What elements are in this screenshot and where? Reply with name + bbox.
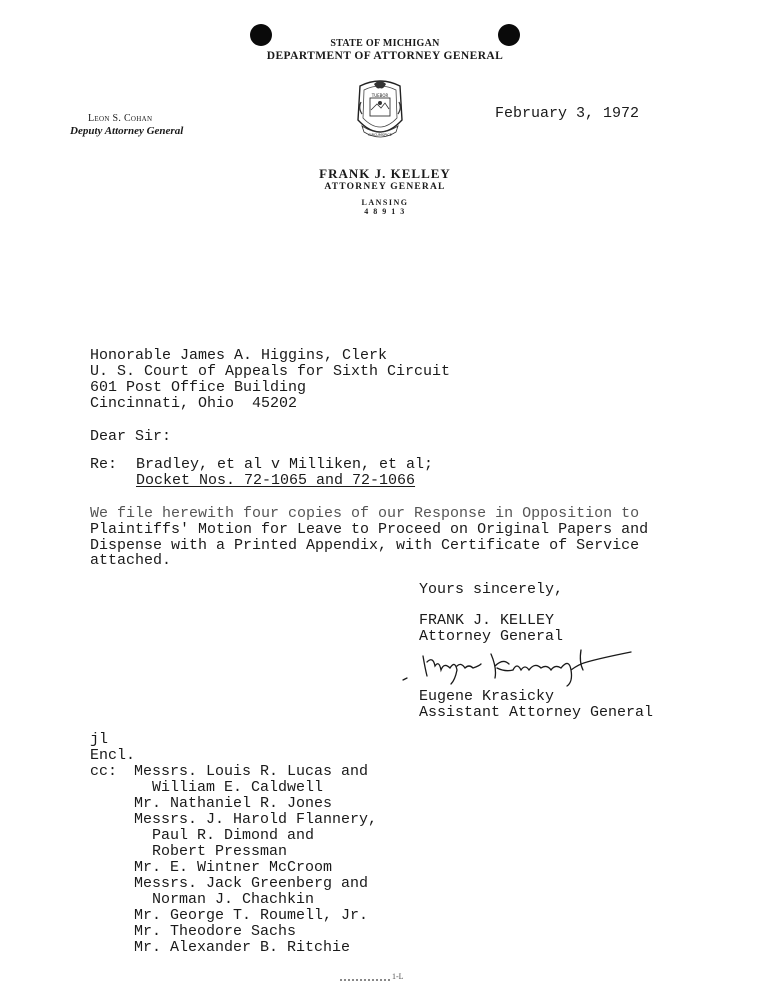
recipient-line-1: Honorable James A. Higgins, Clerk xyxy=(90,347,388,364)
typist-initials: jl xyxy=(90,731,109,748)
body-line-4: attached. xyxy=(90,552,172,569)
footer-mark-scribble xyxy=(340,974,390,981)
signer-name: Eugene Krasicky xyxy=(419,688,555,705)
footer-mark-text: 1-L xyxy=(392,972,404,981)
deputy-title: Deputy Attorney General xyxy=(70,125,184,137)
body-line-1: We file herewith four copies of our Response in Opposition to xyxy=(90,505,640,522)
signature-drawing xyxy=(395,640,645,690)
cc-line: William E. Caldwell xyxy=(134,779,324,796)
seal-banner: CIRCUMSPICE xyxy=(368,133,392,137)
attorney-general-name: FRANK J. KELLEY xyxy=(319,166,451,181)
body-line-3: Dispense with a Printed Appendix, with Certificate of Service xyxy=(90,537,640,554)
state-seal-icon xyxy=(350,76,410,148)
body-line-2: Plaintiffs' Motion for Leave to Proceed on Original Papers and xyxy=(90,521,649,538)
footer-mark xyxy=(340,972,404,981)
salutation: Dear Sir: xyxy=(90,428,172,445)
re-line-1: Bradley, et al v Milliken, et al; xyxy=(136,456,434,473)
recipient-line-2: U. S. Court of Appeals for Sixth Circuit xyxy=(90,363,451,380)
re-line-2: Docket Nos. 72-1065 and 72-1066 xyxy=(136,472,416,489)
closing-name: FRANK J. KELLEY xyxy=(419,612,555,629)
closing-title: Attorney General xyxy=(419,628,564,645)
attorney-general-title: ATTORNEY GENERAL xyxy=(324,182,446,192)
cc-line: Messrs. J. Harold Flannery, xyxy=(134,811,378,828)
cc-line: Mr. Theodore Sachs xyxy=(134,923,297,940)
cc-line: Paul R. Dimond and xyxy=(134,827,315,844)
cc-line: Robert Pressman xyxy=(134,843,288,860)
letterhead-department: DEPARTMENT OF ATTORNEY GENERAL xyxy=(266,50,504,62)
cc-line: Mr. Nathaniel R. Jones xyxy=(134,795,333,812)
letterhead-zip: 4 8 9 1 3 xyxy=(364,207,406,216)
cc-line: Messrs. Louis R. Lucas and xyxy=(134,763,369,780)
recipient-line-4: Cincinnati, Ohio 45202 xyxy=(90,395,298,412)
recipient-line-3: 601 Post Office Building xyxy=(90,379,307,396)
re-label: Re: xyxy=(90,456,118,473)
cc-line: Mr. Alexander B. Ritchie xyxy=(134,939,351,956)
enclosure-note: Encl. xyxy=(90,747,136,764)
cc-line: Norman J. Chachkin xyxy=(134,891,315,908)
deputy-name: Leon S. Cohan xyxy=(88,113,153,124)
valediction: Yours sincerely, xyxy=(419,581,564,598)
cc-line: Mr. George T. Roumell, Jr. xyxy=(134,907,369,924)
letter-date: February 3, 1972 xyxy=(495,105,640,122)
letterhead-city: LANSING xyxy=(361,198,409,207)
cc-line: Mr. E. Wintner McCroom xyxy=(134,859,333,876)
letterhead-state: STATE OF MICHIGAN xyxy=(330,38,440,49)
cc-label: cc: xyxy=(90,763,118,780)
cc-line: Messrs. Jack Greenberg and xyxy=(134,875,369,892)
seal-motto: TUEBOR xyxy=(371,93,389,98)
signer-title: Assistant Attorney General xyxy=(419,704,654,721)
